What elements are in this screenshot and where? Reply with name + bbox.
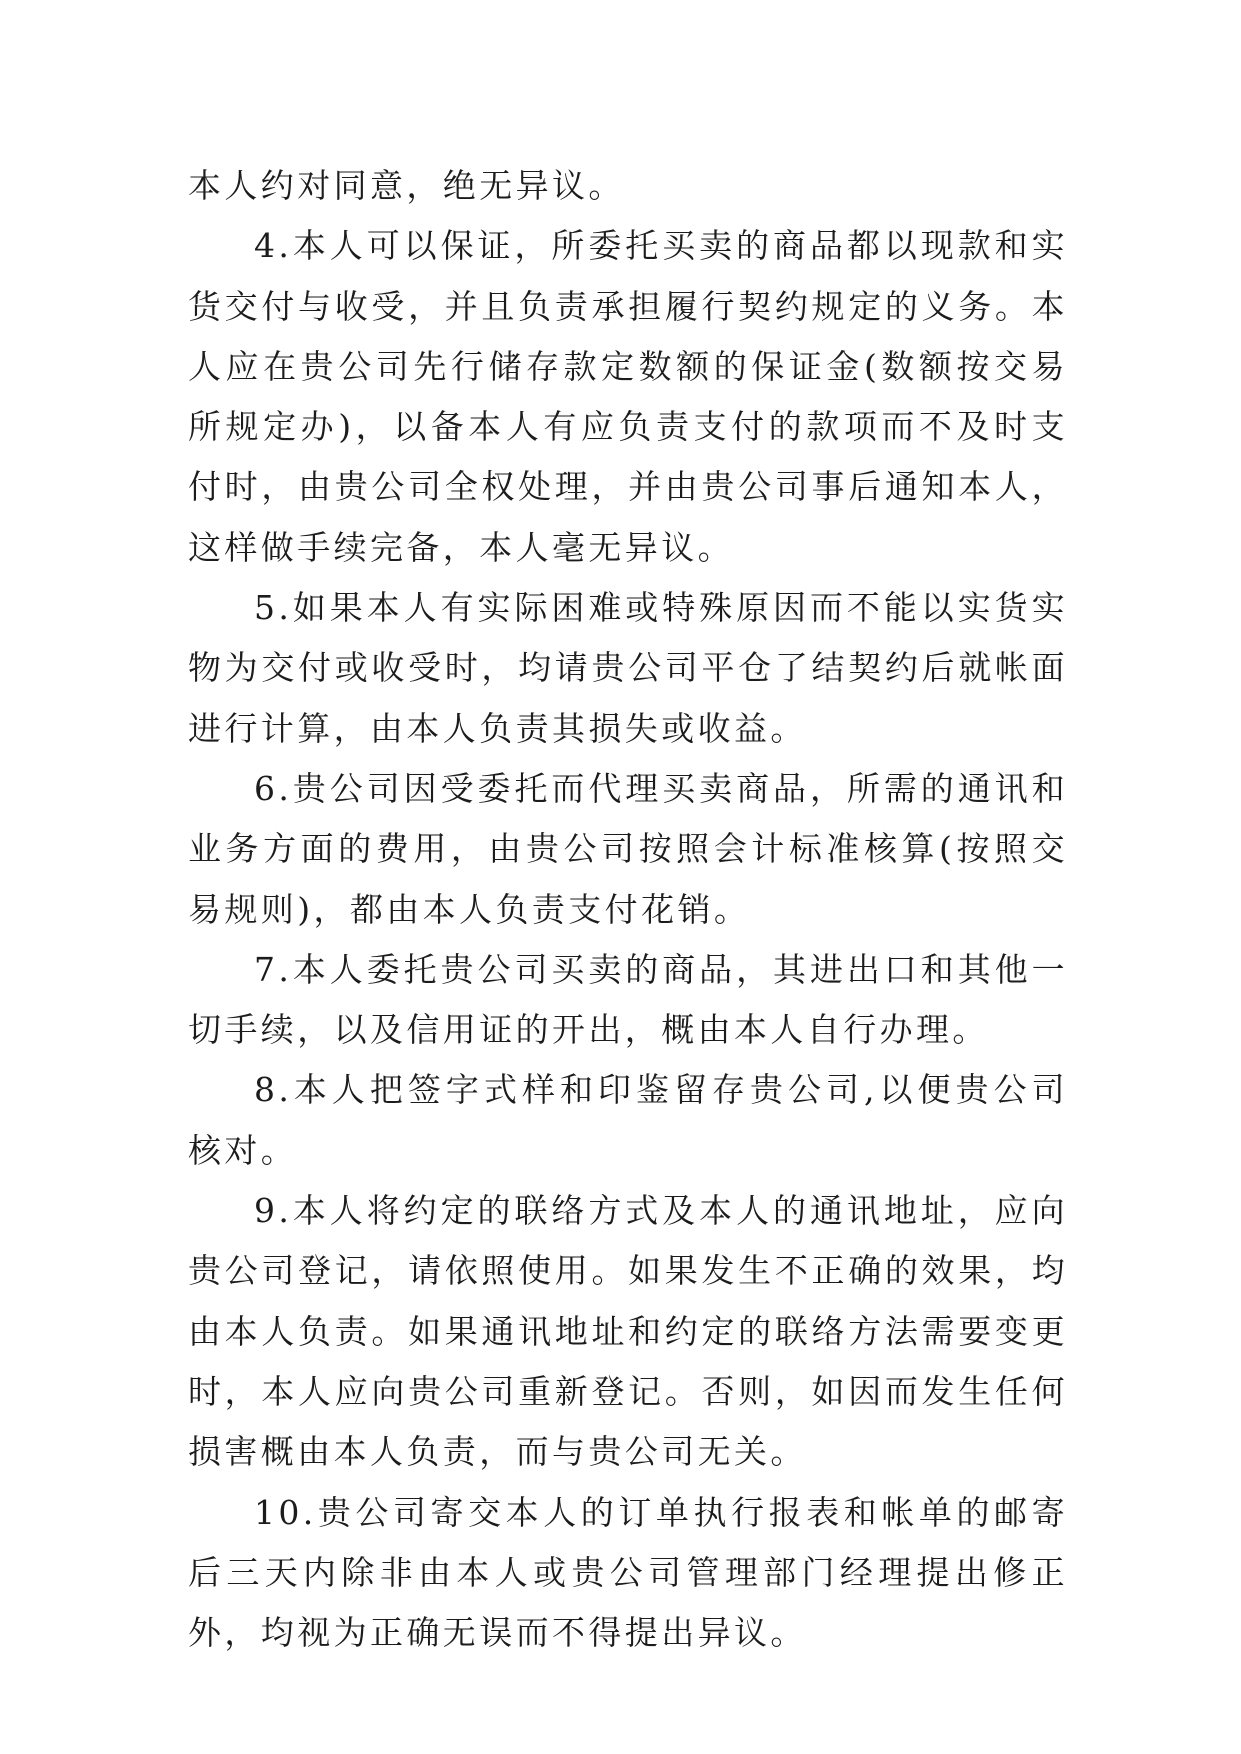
- clause-10: 10.贵公司寄交本人的订单执行报表和帐单的邮寄后三天内除非由本人或贵公司管理部门经理提出修正外，均视为正确无误而不得提出异议。: [188, 1492, 1068, 1653]
- paragraph-continuation: 本人约对同意，绝无异议。: [188, 166, 625, 205]
- clause-6: 6.贵公司因受委托而代理买卖商品，所需的通讯和业务方面的费用，由贵公司按照会计标准核算(按照交易规则)，都由本人负责支付花销。: [188, 768, 1068, 929]
- clause-9: 9.本人将约定的联络方式及本人的通讯地址，应向贵公司登记，请依照使用。如果发生不正确的效果，均由本人负责。如果通讯地址和约定的联络方法需要变更时，本人应向贵公司重新登记。否则，如因而发生任何损害概由本人负责，而与贵公司无关。: [188, 1191, 1068, 1472]
- document-body: [188, 156, 1068, 1663]
- clause-7: 7.本人委托贵公司买卖的商品，其进出口和其他一切手续，以及信用证的开出，概由本人自行办理。: [188, 949, 1068, 1050]
- clause-8: 8.本人把签字式样和印鉴留存贵公司,以便贵公司核对。: [188, 1070, 1068, 1170]
- clause-4: 4.本人可以保证，所委托买卖的商品都以现款和实货交付与收受，并且负责承担履行契约规定的义务。本人应在贵公司先行储存款定数额的保证金(数额按交易所规定办)，以备本人有应负责支付的款项而不及时支付时，由贵公司全权处理，并由贵公司事后通知本人，这样做手续完备，本人毫无异议。: [188, 226, 1068, 567]
- clause-5: 5.如果本人有实际困难或特殊原因而不能以实货实物为交付或收受时，均请贵公司平仓了结契约后就帐面进行计算，由本人负责其损失或收益。: [188, 588, 1068, 748]
